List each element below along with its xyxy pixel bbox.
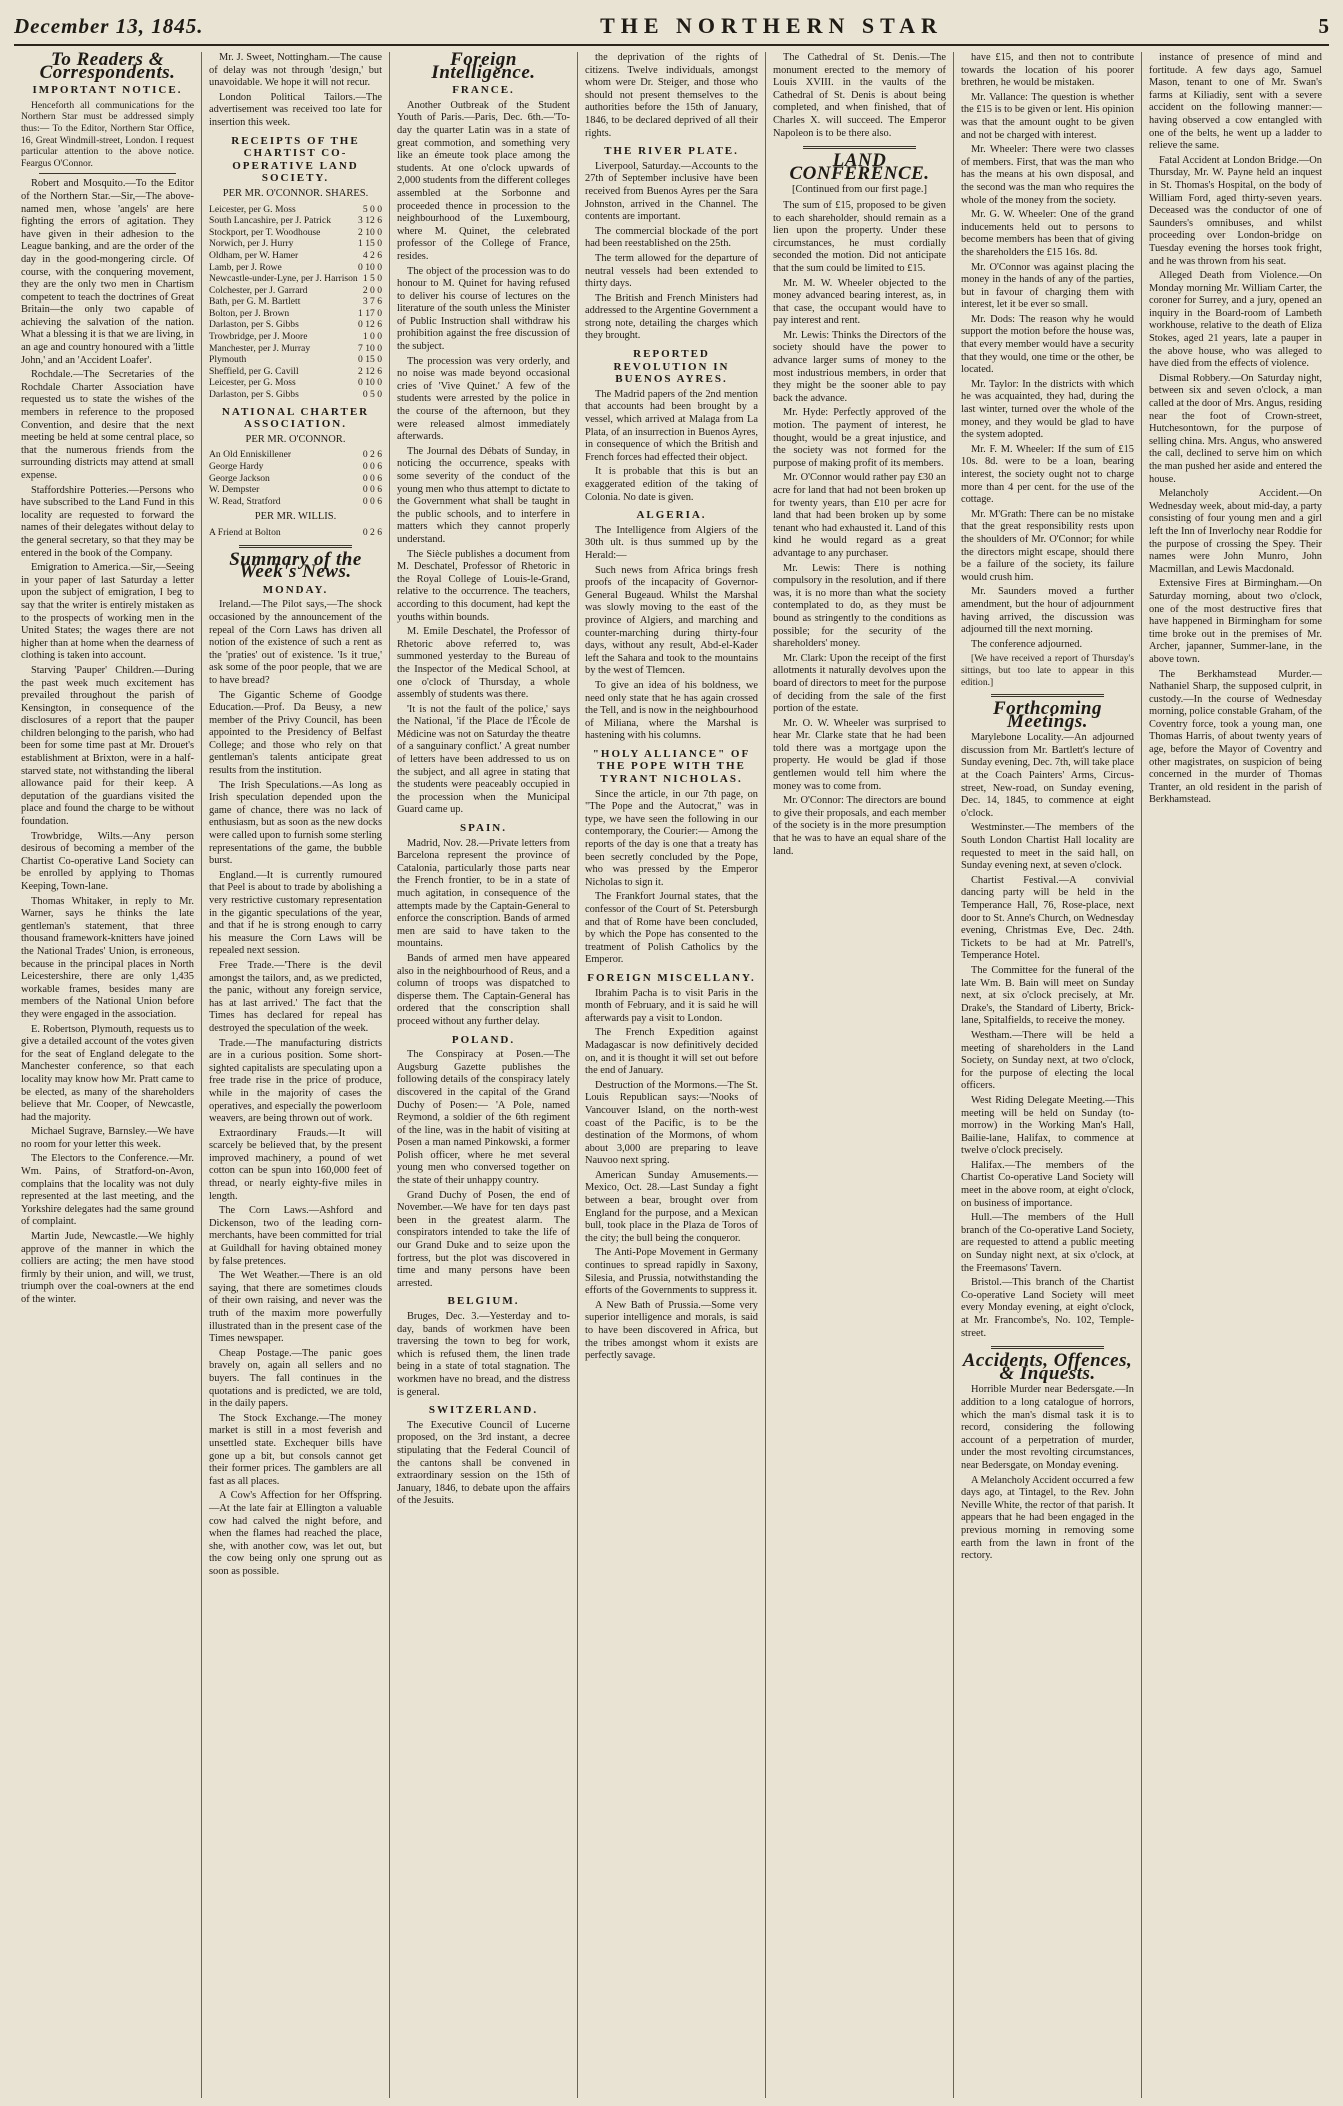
paragraph: Bruges, Dec. 3.—Yesterday and to-day, bands of workmen have been traversing the town to beg for work, which is refused them, the linen trade being in a state of total stagnation. The workmen have no bread, and the distress is general. [397, 1311, 570, 1398]
paragraph: Mr. J. Sweet, Nottingham.—The cause of delay was not through 'design,' but unavoidable. We hope it will not recur. [209, 52, 382, 89]
divider [991, 694, 1104, 697]
paragraph: Trade.—The manufacturing districts are in a curious position. Some short-sighted capitalists are speculating upon a free trade rise in the price of produce, while in the majority of cases the operatives, and especially the powerloom weavers, are being thrown out of work. [209, 1037, 382, 1125]
subscriber-name: Stockport, per T. Woodhouse [209, 226, 321, 238]
paragraph: Trowbridge, Wilts.—Any person desirous of becoming a member of the Chartist Co-operative Land Society can be enrolled by applying to Thomas Keeping, Town-lane. [21, 830, 194, 892]
paragraph: have £15, and then not to contribute towards the location of his poorer brethren, he would be mistaken. [961, 52, 1134, 89]
paragraph: Since the article, in our 7th page, on "The Pope and the Autocrat," was in type, we have seen the following in our contemporary, the Courier:— Among the reports of the day is one that a treaty has been secretly concluded by the Pope, who was pressed by the Emperor Nicholas to sign it. [585, 788, 758, 888]
paragraph: To give an idea of his boldness, we need only state that he has again crossed the Tell, and is now in the neighbourhood of Miliana, where the Marshal is hastening with his columns. [585, 679, 758, 742]
subscription-row [209, 227, 382, 239]
column-6 [954, 52, 1142, 2098]
paragraph: The Frankfort Journal states, that the confessor of the Court of St. Petersburgh and that of Rome have been concluded, by which the Pope has consented to the treatment of Polish Catholics by the Emperor. [585, 891, 758, 966]
paragraph: Robert and Mosquito.—To the Editor of the Northern Star.—Sir,—The above-named men, whose 'angels' are here fighting the errors of agitation. They have given in their adhesion to the League banking, and are the order of the day in the good-mongering circle. Of course, with the conquering movement, they are the only two men in Chartism competent to teach the doctrines of Great Britain—the only two capable of achieving the salvation of the nation. What a blessing it is that we are living, in an age and country honoured with a 'little John,' and an 'Accident Loafer'. [21, 178, 194, 366]
subscription-row [209, 215, 382, 227]
paragraph: 'It is not the fault of the police,' says the National, 'if the Place de l'École de Médicine was not on Saturday the theatre of a sanguinary conflict.' A great number of letters have been addressed to us on the subject, and all agree in stating that the students were peaceably occupied in the procession when the Municipal Guard came up. [397, 703, 570, 816]
subscription-amount: 1 15 0 [358, 238, 382, 250]
association-subtitle: PER MR. O'CONNOR. [245, 433, 346, 445]
subscriber-name: Bath, per G. M. Bartlett [209, 296, 301, 308]
paragraph: The Journal des Débats of Sunday, in noticing the occurrence, speaks with some severity of the conduct of the young men who thus attempt to dictate to the Government what shall be taught in the public schools, and to interfere in matters which they cannot properly understand. [397, 445, 570, 545]
paragraph: The Anti-Pope Movement in Germany continues to spread rapidly in Saxony, Silesia, and Prussia, notwithstanding the efforts of the Governments to suppress it. [585, 1247, 758, 1297]
paragraph: A Cow's Affection for her Offspring.—At the late fair at Ellington a valuable cow had calved the night before, and when the flames had reached the place, she, with another cow, was let out, but the cow being only one sprung out as soon as possible. [209, 1490, 382, 1577]
paragraph: E. Robertson, Plymouth, requests us to give a detailed account of the votes given for the seat of England delegate to the Manchester conference, so that each locality may know how Mr. Pratt came to be elected, as many of the shareholders believe that Mr. Cooper, of Newcastle, had the majority. [21, 1023, 194, 1123]
paragraph: The sum of £15, proposed to be given to each shareholder, should remain as a lien upon the property. Under these circumstances, he must cordially seconded the motion. Did not anticipate that the sum could be limited to £15. [773, 199, 946, 274]
association-title: NATIONAL CHARTER ASSOCIATION. [221, 405, 370, 431]
subscription-amount: 2 12 6 [358, 365, 382, 377]
subscriber-name: Trowbridge, per J. Moore [209, 331, 308, 343]
subscriber-name: Darlaston, per S. Gibbs [209, 389, 299, 401]
subscription-amount: 5 0 0 [362, 203, 382, 215]
paragraph: Such news from Africa brings fresh proofs of the incapacity of Governor-General Bugeaud. Whilst the Marshal was slowly moving to the east of the province of Algiers, and marching and counter-marching during thirty-four days, without any result, Abd-el-Kader left the Sahara and took to the mountains by the west of Tlemcen. [585, 564, 758, 677]
receipts-table [209, 204, 382, 401]
meeting-item: The Committee for the funeral of the late Wm. B. Bain will meet on Sunday next, at six o'clock precisely, at Mr. Drake's, the Standard of Liberty, Brick-lane, Spitalfields, to receive the money. [961, 964, 1134, 1027]
subscriber-name: Oldham, per W. Hamer [209, 249, 299, 261]
association-table-2 [209, 527, 382, 539]
subscriber-name: Colchester, per J. Garrard [209, 284, 308, 296]
subscription-row [209, 285, 382, 297]
paragraph: The object of the procession was to do honour to M. Quinet for having refused to deliver his course of lectures on the literature of the south unless the Minister of Public Instruction shall withdraw his prohibition against the free discussion of the subject. [397, 265, 570, 353]
paragraph: Michael Sugrave, Barnsley.—We have no room for your letter this week. [21, 1126, 194, 1150]
subscriber-name: Bolton, per J. Brown [209, 307, 290, 319]
divider [991, 1346, 1104, 1349]
paragraph: Mr. F. M. Wheeler: If the sum of £15 10s. 8d. were to be a loan, bearing interest, the society ought not to charge more than 4 per cent. for the use of the cottage. [961, 443, 1134, 506]
paragraph: Mr. Vallance: The question is whether the £15 is to be given or lent. His opinion was that the amount ought to be given and not be charged with interest. [961, 91, 1134, 141]
notice-body: Henceforth all communications for the Northern Star must be addressed simply thus:— To the Editor, Northern Star Office, 16, Great Windmill-street, London. I request particular attention to the above notice. Feargus O'Connor. [21, 99, 194, 169]
subscriber-name: W. Read, Stratford [209, 495, 281, 507]
subscription-amount: 0 5 0 [362, 389, 382, 401]
divider [239, 545, 352, 548]
subscription-row [209, 366, 382, 378]
paragraph: Rochdale.—The Secretaries of the Rochdale Charter Association have requested us to state the wishes of the members in reference to the proposed Convention, and desire that the next meeting be held at some central place, so that the numerous friends from the surrounding districts may attend at small expense. [21, 369, 194, 481]
paragraph: The commercial blockade of the port had been reestablished on the 25th. [585, 225, 758, 250]
paragraph: Ibrahim Pacha is to visit Paris in the month of February, and it is said he will afterwards pay a visit to London. [585, 987, 758, 1024]
paragraph: Mr. Saunders moved a further amendment, but the hour of adjournment having arrived, the discussion was adjourned till the next morning. [961, 586, 1134, 636]
section-heading-readers: To Readers & Correspondents. [39, 52, 176, 83]
paragraph: Another Outbreak of the Student Youth of Paris.—Paris, Dec. 6th.—'To-day the quarter Latin was in a state of great commotion, and something very like an émeute took place among the students. At one o'clock upwards of 2,000 students from the different colleges assembled at the Sorbonne and proceeded thence in procession to the neighbourhood of the Luxembourg, where M. Quinet, the celebrated professor of the College of France, resides. [397, 99, 570, 262]
subscription-amount: 7 10 0 [358, 342, 382, 354]
paragraph: The term allowed for the departure of neutral vessels had been extended to thirty days. [585, 252, 758, 290]
paragraph: Mr. Lewis: There is nothing compulsory in the resolution, and if there was, it is no more than what the society contemplated to do, as they must be bound as stringently to the conditions as possible; for the security of the shareholders' money. [773, 562, 946, 650]
subscription-amount: 0 0 6 [362, 472, 382, 484]
paper-title: THE NORTHERN STAR [600, 13, 943, 38]
column-2 [202, 52, 390, 2098]
subscriber-name: Darlaston, per S. Gibbs [209, 319, 299, 331]
paragraph: Ireland.—The Pilot says,—The shock occasioned by the announcement of the repeal of the Corn Laws has driven all notion of the existence of such a rent as the 'praties' out of existence. 'Is it true,' ask some of the poor people, that we are to have bread? [209, 599, 382, 686]
paragraph: Mr. Hyde: Perfectly approved of the motion. The payment of interest, he thought, would be a great injustice, and the society was not formed for the purpose of making profit of its members. [773, 407, 946, 469]
columns [14, 52, 1329, 2098]
paragraph: Madrid, Nov. 28.—Private letters from Barcelona represent the province of Catalonia, particularly those parts near the French frontier, to be in a state of much agitation, in consequence of the attempts made by the Captain-General to enforce the conscription. Bands of armed men are said to have taken to the mountains. [397, 837, 570, 950]
subscription-row [209, 461, 382, 473]
paragraph: The Berkhamstead Murder.—Nathaniel Sharp, the supposed culprit, in custody.—In the course of Wednesday morning, police constable Graham, of the Coventry force, took a young man, one Thomas Harris, of about twenty years of age, before the Mayor of Coventry and other magistrates, on suspicion of being concerned in the murder of Thomas Tranter, an old resident in the parish of Berkhamstead. [1149, 668, 1322, 806]
country-heading-spain: SPAIN. [460, 822, 507, 835]
meeting-item: Chartist Festival.—A convivial dancing party will be held in the Temperance Hall, 76, Rose-place, next door to St. Anne's Church, on Wednesday evening, Christmas Eve, Dec. 24th. Tickets to be had at Mr. Patrell's, Temperance Hotel. [961, 874, 1134, 962]
subscription-row [209, 262, 382, 274]
subscriber-name: An Old Enniskillener [209, 449, 292, 461]
column-1 [14, 52, 202, 2098]
subscriber-name: South Lancashire, per J. Patrick [209, 215, 332, 227]
paragraph: The Siècle publishes a document from M. Deschatel, Professor of Rhetoric in the Royal College of Louis-le-Grand, relative to the occurrence. The teachers, according to this document, had kept the youths within bounds. [397, 548, 570, 623]
subscription-row [209, 319, 382, 331]
receipts-title: RECEIPTS OF THE CHARTIST CO-OPERATIVE LAND SOCIETY. [231, 134, 360, 185]
section-heading-meetings: Forthcoming Meetings. [993, 698, 1102, 732]
plate-title: THE RIVER PLATE. [604, 145, 739, 158]
paragraph: Cheap Postage.—The panic goes bravely on, again all sellers and no buyers. The fall continues in the quotations and is predicted, we are told, in the daily papers. [209, 1347, 382, 1410]
meeting-item: Bristol.—This branch of the Chartist Co-operative Land Society will meet every Monday evening, at eight o'clock, at Mr. Francombe's, No. 102, Temple-street. [961, 1277, 1134, 1339]
paragraph: Liverpool, Saturday.—Accounts to the 27th of September inclusive have been received from Buenos Ayres per the Sara Johnston, arrived in the Channel. The contents are important. [585, 160, 758, 223]
subscription-row [209, 377, 382, 389]
subscription-amount: 0 0 6 [362, 461, 382, 472]
section-heading-foreign: Foreign Intelligence. [431, 52, 536, 83]
divider [39, 173, 176, 174]
association-table [209, 449, 382, 507]
foreign-miscellany-title: FOREIGN MISCELLANY. [587, 971, 756, 984]
meeting-item: Marylebone Locality.—An adjourned discussion from Mr. Bartlett's lecture of Sunday evening, Dec. 7th, will take place at the Coach Painters' Arms, Circus-street, New-road, on Sunday evening, Dec. 14, 1845, to commence at eight o'clock. [961, 732, 1134, 819]
meeting-item: Westham.—There will be held a meeting of shareholders in the Land Society, on Sunday next, at two o'clock, for the purpose of electing the local officers. [961, 1029, 1134, 1092]
paragraph: The Stock Exchange.—The money market is still in a most feverish and unsettled state. Exchequer bills have gone up a bit, but consols cannot get their former prices. The gamblers are all fast as all places. [209, 1412, 382, 1487]
paragraph: The Conspiracy at Posen.—The Augsburg Gazette publishes the following details of the conspiracy lately discovered in the capital of the Grand Duchy of Posen:— 'A Pole, named Reymond, a soldier of the 6th regiment of the line, was in the habit of visiting at Posen a man named Pinkowski, a former Polish officer, where he met several young men who conversed together on the state of their unhappy country. [397, 1049, 570, 1187]
subscription-amount: 2 0 0 [362, 284, 382, 296]
paragraph: Mr. M'Grath: There can be no mistake that the great responsibility rests upon the shoulders of Mr. O'Connor; for while the directors might escape, should there be a failure of the society, its failure would crush him. [961, 508, 1134, 583]
subscription-row [209, 484, 382, 496]
country-heading-belgium: BELGIUM. [447, 1295, 520, 1308]
subscription-amount: 1 0 0 [362, 331, 382, 343]
subscriber-name: Plymouth [209, 354, 247, 366]
subscriber-name: Leicester, per G. Moss [209, 203, 296, 215]
paragraph: Destruction of the Mormons.—The St. Louis Republican says:—'Nooks of Vancouver Island, on the north-west coast of the Pacific, is to be the destination of the Mormons, of whom about 3,000 are preparing to leave Nauvoo next spring. [585, 1079, 758, 1167]
subscription-row [209, 250, 382, 262]
subscription-amount: 0 2 6 [362, 526, 382, 538]
paragraph: Mr. O. W. Wheeler was surprised to hear Mr. Clarke state that he had been told there was a mortgage upon the property. He would be glad if those gentlemen would tell him where the money was to come from. [773, 717, 946, 792]
subscription-row [209, 449, 382, 461]
paragraph: Free Trade.—'There is the devil amongst the tailors, and, as we predicted, the panic, without any foreign service, has at last arrived.' The fact that the Times has declared for repeal has destroyed the speculation of the week. [209, 959, 382, 1034]
subscriber-name: W. Dempster [209, 484, 260, 496]
paragraph: A Melancholy Accident occurred a few days ago, at Tintagel, to the Rev. John Neville White, the rector of that parish. It appears that he had been engaged in the previous morning in removing some earth from the lawn in front of the rectory. [961, 1474, 1135, 1562]
paragraph: The conference adjourned. [971, 638, 1083, 650]
paragraph: The Wet Weather.—There is an old saying, that there are sometimes clouds of their own raising, and never was the truth of the maxim more powerfully illustrated than in the present case of the Times newspaper. [209, 1270, 382, 1345]
paragraph: Melancholy Accident.—On Wednesday week, about mid-day, a party consisting of four young men and a girl left the Inn of Inverlochy near Roddie for the purpose of crossing the Spey. Their names were John Munro, John Macmillan, and Lewis Macdonald. [1149, 488, 1322, 575]
paragraph: England.—It is currently rumoured that Peel is about to trade by abolishing a very restrictive customary representation in the gigantic speculations of the year, and that if he is strong enough to carry his measure the Corn Laws will be repealed next session. [209, 869, 382, 957]
paragraph: Mr. G. W. Wheeler: One of the grand inducements held out to persons to become members has been that of giving the shareholders the £15 16s. 8d. [961, 209, 1134, 258]
paragraph: Martin Jude, Newcastle.—We highly approve of the manner in which the colliers are acting; the men have stood firmly by their union, and will, we trust, triumph over the coal-owners at the end of the winter. [21, 1231, 194, 1305]
subscriber-name: A Friend at Bolton [209, 526, 281, 538]
subscription-amount: 0 0 6 [362, 484, 382, 496]
subscription-row [209, 343, 382, 355]
paragraph: Starving 'Pauper' Children.—During the past week much excitement has prevailed throughout the parish of Kensington, in consequence of the disclosures of a report that the pauper children belonging to the parish, who had been for some time past at Mr. Drouet's establishment at Brixton, were in a half-starved state, not withstanding the liberal allowance paid for their keep. A deputation of the guardians visited the place and found the charge to be without foundation. [21, 664, 194, 828]
subscription-amount: 4 2 6 [362, 249, 382, 261]
paragraph: London Political Tailors.—The advertisement was received too late for insertion this week. [209, 91, 382, 128]
day-heading: MONDAY. [262, 583, 329, 596]
paragraph: Emigration to America.—Sir,—Seeing in your paper of last Saturday a letter upon the subject of emigration, I beg to say that the writer is entirely mistaken as to the prospects of working men in the United States; the wages there are not higher than at home when the dearness of clothing is taken into account. [21, 562, 194, 662]
subscription-row [209, 204, 382, 216]
subscription-row [209, 296, 382, 308]
paragraph: A New Bath of Prussia.—Some very superior intelligence and morals, is said to have been discovered in Africa, but the tribes amongst whom it exists are perfectly savage. [585, 1299, 758, 1362]
editor-note: [We have received a report of Thursday's sittings, but too late to appear in this edition.] [961, 653, 1134, 688]
algeria-title: ALGERIA. [636, 509, 707, 522]
paragraph: Extraordinary Frauds.—It will scarcely be believed that, by the present improved machinery, a pound of wet cotton can be spun into 160,000 feet of thread, or nearly eighty-five miles in length. [209, 1127, 382, 1202]
subscription-amount: 0 10 0 [358, 261, 382, 273]
paragraph: The Gigantic Scheme of Goodge Education.—Prof. Da Beusy, a new member of the Privy Council, has been appointed to the Presidency of Belfast College; and those who rely on that gentleman's talents anticipate great results from the institution. [209, 689, 382, 777]
column-7 [1142, 52, 1329, 2098]
paragraph: The Executive Council of Lucerne proposed, on the 3rd instant, a decree stipulating that the Federal Council of the cantons shall be convened in extraordinary session on the 15th of January, 1846, to debate upon the affairs of the Jesuits. [397, 1419, 570, 1507]
paragraph: instance of presence of mind and fortitude. A few days ago, Samuel Mason, tenant to one of Mr. Swan's farms at Kiliadiy, sent with a severe accident on the following manner:—having observed a cow entangled with one of the belts, he went up a ladder to relieve the same. [1149, 52, 1322, 152]
paragraph: Mr. O'Connor was against placing the money in the hands of any of the parties, but in favour of charging them with interest, let it be ever so small. [961, 261, 1134, 311]
receipts-subtitle: PER MR. O'CONNOR. SHARES. [222, 187, 369, 199]
buenos-ayres-title: REPORTED REVOLUTION IN BUENOS AYRES. [613, 348, 730, 386]
subscriber-name: Norwich, per J. Hurry [209, 238, 294, 250]
paragraph: The British and French Ministers had addressed to the Argentine Government a strong note, detailing the charges which they brought. [585, 292, 758, 342]
paragraph: M. Emile Deschatel, the Professor of Rhetoric above referred to, was summoned yesterday to the Bureau of the Inspector of the Medical School, at one o'clock of Thursday, a whole assembly of students was there. [397, 626, 570, 701]
subscription-row [209, 273, 382, 285]
paragraph: the deprivation of the rights of citizens. Twelve individuals, amongst whom were Dr. Steiger, and those who should not present themselves to the authorities before the 15th of January, 1846, to be declared deprived of all their rights. [585, 52, 758, 139]
subscription-row [209, 527, 382, 539]
subscription-amount: 0 12 6 [358, 319, 382, 331]
land-conference-subtitle: [Continued from our first page.] [791, 184, 927, 196]
column-4 [578, 52, 766, 2098]
section-heading-accidents: Accidents, Offences, & Inquests. [962, 1350, 1133, 1384]
paragraph: Fatal Accident at London Bridge.—On Thursday, Mr. W. Payne held an inquest in St. Thomas's Hospital, on the body of William Ford, aged thirty-seven years. Deceased was the conductor of one of Saunders's omnibuses, and whilst proceeding over London-bridge on Tuesday evening the horses took fright, and he was thrown from his seat. [1149, 154, 1322, 267]
notice-title: IMPORTANT NOTICE. [32, 84, 183, 97]
subscription-amount: 2 10 0 [358, 226, 382, 238]
subscription-row [209, 496, 382, 508]
country-heading-switzerland: SWITZERLAND. [428, 1404, 539, 1417]
subscription-amount: 0 15 0 [358, 354, 382, 366]
page-number: 5 [1318, 13, 1329, 38]
subscription-amount: 1 5 0 [362, 273, 382, 285]
paragraph: Mr. O'Connor would rather pay £30 an acre for land that had not been broken up for twenty years, than £10 per acre for land that had been broken up by some tenant who had exhausted it. Land of this kind he would regard as a great advantage to any purchaser. [773, 472, 946, 559]
meeting-item: West Riding Delegate Meeting.—This meeting will be held on Sunday (to-morrow) in the Working Man's Hall, Bailie-lane, Halifax, to commence at twelve o'clock precisely. [961, 1094, 1134, 1157]
land-conference-title: LAND CONFERENCE. [789, 150, 930, 184]
paragraph: Mr. M. W. Wheeler objected to the money advanced bearing interest, as, in that case, the occupant would have to pay interest and rent. [773, 277, 946, 327]
holy-alliance-title: "HOLY ALLIANCE" OF THE POPE WITH THE TYRANT NICHOLAS. [592, 747, 751, 786]
association-subtitle-2: PER MR. WILLIS. [254, 511, 337, 523]
subscriber-name: Manchester, per J. Murray [209, 342, 311, 354]
paragraph: American Sunday Amusements.—Mexico, Oct. 28.—Last Sunday a fight between a bear, brought over from England for the purpose, and a Mexican bull, took place in the Plaza de Toros of the city; the bull being the conqueror. [585, 1169, 758, 1244]
subscriber-name: George Hardy [209, 461, 264, 472]
subscription-amount: 3 12 6 [358, 215, 382, 227]
subscriber-name: Leicester, per G. Moss [209, 377, 296, 389]
subscriber-name: Lamb, per J. Rowe [209, 261, 282, 273]
meeting-item: Westminster.—The members of the South London Chartist Hall locality are requested to meet in the said hall, on Sunday evening next, at seven o'clock. [961, 822, 1134, 872]
paragraph: The French Expedition against Madagascar is now definitively decided on, and it is thought it will set out before the end of January. [585, 1027, 758, 1077]
subscription-amount: 0 2 6 [362, 449, 382, 461]
subscription-amount: 0 0 6 [362, 495, 382, 507]
subscription-row [209, 331, 382, 343]
subscription-row [209, 238, 382, 250]
country-heading-france: FRANCE. [452, 84, 515, 97]
subscriber-name: Sheffield, per G. Cavill [209, 365, 299, 377]
paragraph: Mr. Clark: Upon the receipt of the first allotments it naturally devolves upon the board of directors to meet for the purpose of deciding from the sale of the first portion of the estate. [773, 652, 946, 715]
subscription-row [209, 354, 382, 366]
subscription-amount: 1 17 0 [358, 307, 382, 319]
paragraph: The Corn Laws.—Ashford and Dickenson, two of the leading corn-merchants, have been committed for trial at Guildhall for having obtained money by false pretences. [209, 1205, 382, 1267]
paragraph: Mr. O'Connor: The directors are bound to give their proposals, and each member of the society is in the more presumption that he was to have an equal share of the land. [773, 795, 946, 857]
meeting-item: Halifax.—The members of the Chartist Co-operative Land Society will meet in the above room, at eight o'clock, on business of importance. [961, 1159, 1134, 1209]
subscription-amount: 0 10 0 [358, 377, 382, 389]
issue-date: December 13, 1845. [14, 13, 204, 38]
paragraph: The Intelligence from Algiers of the 30th ult. is thus summed up by the Herald:— [585, 524, 758, 561]
meeting-item: Hull.—The members of the Hull branch of the Co-operative Land Society, are requested to attend a public meeting on Sunday night next, at six o'clock, at the Freemasons' Tavern. [961, 1212, 1134, 1274]
subscriber-name: George Jackson [209, 472, 270, 484]
column-3 [390, 52, 578, 2098]
subscription-row [209, 389, 382, 401]
paragraph: Mr. Dods: The reason why he would support the motion before the house was, that every member would have a security that they would, one time or the other, be located. [961, 313, 1134, 376]
subscriber-name: Newcastle-under-Lyne, per J. Harrison [209, 273, 358, 285]
paragraph: The Electors to the Conference.—Mr. Wm. Pains, of Stratford-on-Avon, complains that the locality was not duly represented at the last meeting, and the Yorkshire delegates had the same ground of complaint. [21, 1153, 194, 1228]
paragraph: Grand Duchy of Posen, the end of November.—We have for ten days past been in the greatest alarm. The conspirators intended to take the life of our Grand Duke and to seize upon the fortress, but the plot was discovered in time and many persons have been arrested. [397, 1189, 570, 1289]
country-heading-poland: POLAND. [451, 1033, 516, 1046]
subscription-amount: 3 7 6 [362, 296, 382, 308]
divider [803, 146, 916, 149]
paragraph: It is probable that this is but an exaggerated edition of the taking of Colonia. No date is given. [585, 466, 758, 503]
subscription-row [209, 308, 382, 320]
paragraph: Dismal Robbery.—On Saturday night, between six and seven o'clock, a man called at the door of Mrs. Angus, residing near the foot of Crown-street, Hutchesontown, for the purpose of selling china. Mrs. Angus, who answered the call, declined to serve him on which the man pushed her aside and entered the house. [1149, 372, 1322, 485]
paragraph: Horrible Murder near Bedersgate.—In addition to a long catalogue of horrors, which the man's dismal task it is to record, considering the following account of a perpetration of murder, under the most revolting circumstances, near Bedersgate, on Monday evening. [961, 1384, 1134, 1471]
paragraph: Mr. Taylor: In the districts with which he was acquainted, they had, during the last winter, turned over the whole of the money, and they would be glad to have the system adopted. [961, 378, 1134, 441]
paragraph: Bands of armed men have appeared also in the neighbourhood of Reus, and a column of troops was dispatched to disperse them. The Captain-General has ordered that the conscription shall proceed without any further delay. [397, 952, 570, 1027]
paragraph: Mr. Lewis: Thinks the Directors of the society should have the power to advance larger sums of money to the most industrious members, in order that they might be the sooner able to pay back the advance. [773, 329, 946, 404]
paragraph: Alleged Death from Violence.—On Monday morning Mr. William Carter, the coroner for Surrey, and a jury, opened an inquiry in the Board-room of Lambeth workhouse, relative to the death of Eliza Stokes, aged 21 years, late a pauper in the above house, who was alleged to have died from the effects of violence. [1149, 270, 1322, 370]
paragraph: The procession was very orderly, and no noise was made beyond occasional cries of 'Vive Quinet.' A few of the students were arrested by the police in the course of the afternoon, but they were released almost immediately afterwards. [397, 355, 570, 443]
masthead [14, 8, 1329, 46]
section-heading-summary: Summary of the Week's News. [229, 548, 362, 583]
paragraph: The Cathedral of St. Denis.—The monument erected to the memory of Louis XVIII. in the vaults of the Cathedral of St. Denis is about being completed, and when finished, that of Charles X. will succeed. The Emperor Napoleon is to be there also. [773, 52, 946, 139]
subscription-row [209, 473, 382, 485]
column-5 [766, 52, 954, 2098]
paragraph: The Madrid papers of the 2nd mention that accounts had been brought by a vessel, which arrived at Malaga from La Plata, of an insurrection in Buenos Ayres, in consequence of which the British and French forces had effected their object. [585, 388, 758, 463]
paragraph: Staffordshire Potteries.—Persons who have subscribed to the Land Fund in this locality are requested to forward the names of their delegates without delay to the general secretary, so that they may be entered in the book of the Company. [21, 484, 194, 559]
paragraph: Extensive Fires at Birmingham.—On Saturday morning, about two o'clock, one of the most destructive fires that have happened in Birmingham for some time broke out in the premises of Mr. Archer, japanner, Summer-lane, in the above town. [1149, 578, 1322, 665]
paragraph: Mr. Wheeler: There were two classes of members. First, that was the man who has the means at his own disposal, and the second was the man who requires the whole of the money from the society. [961, 144, 1134, 206]
paragraph: Thomas Whitaker, in reply to Mr. Warner, says he thinks the late gentleman's statement, that three thousand framework-knitters have joined the National Trades' Union, is erroneous, because in the principal places in North Leicestershire, there are only 1,435 workable frames, besides many are members of the National Union before they were engaged in the association. [21, 895, 194, 1020]
paragraph: The Irish Speculations.—As long as Irish speculation depended upon the game of chance, there was no lack of enthusiasm, but as soon as the new docks were called upon to furnish some sterling representations of the game, the bubble burst. [209, 779, 382, 867]
